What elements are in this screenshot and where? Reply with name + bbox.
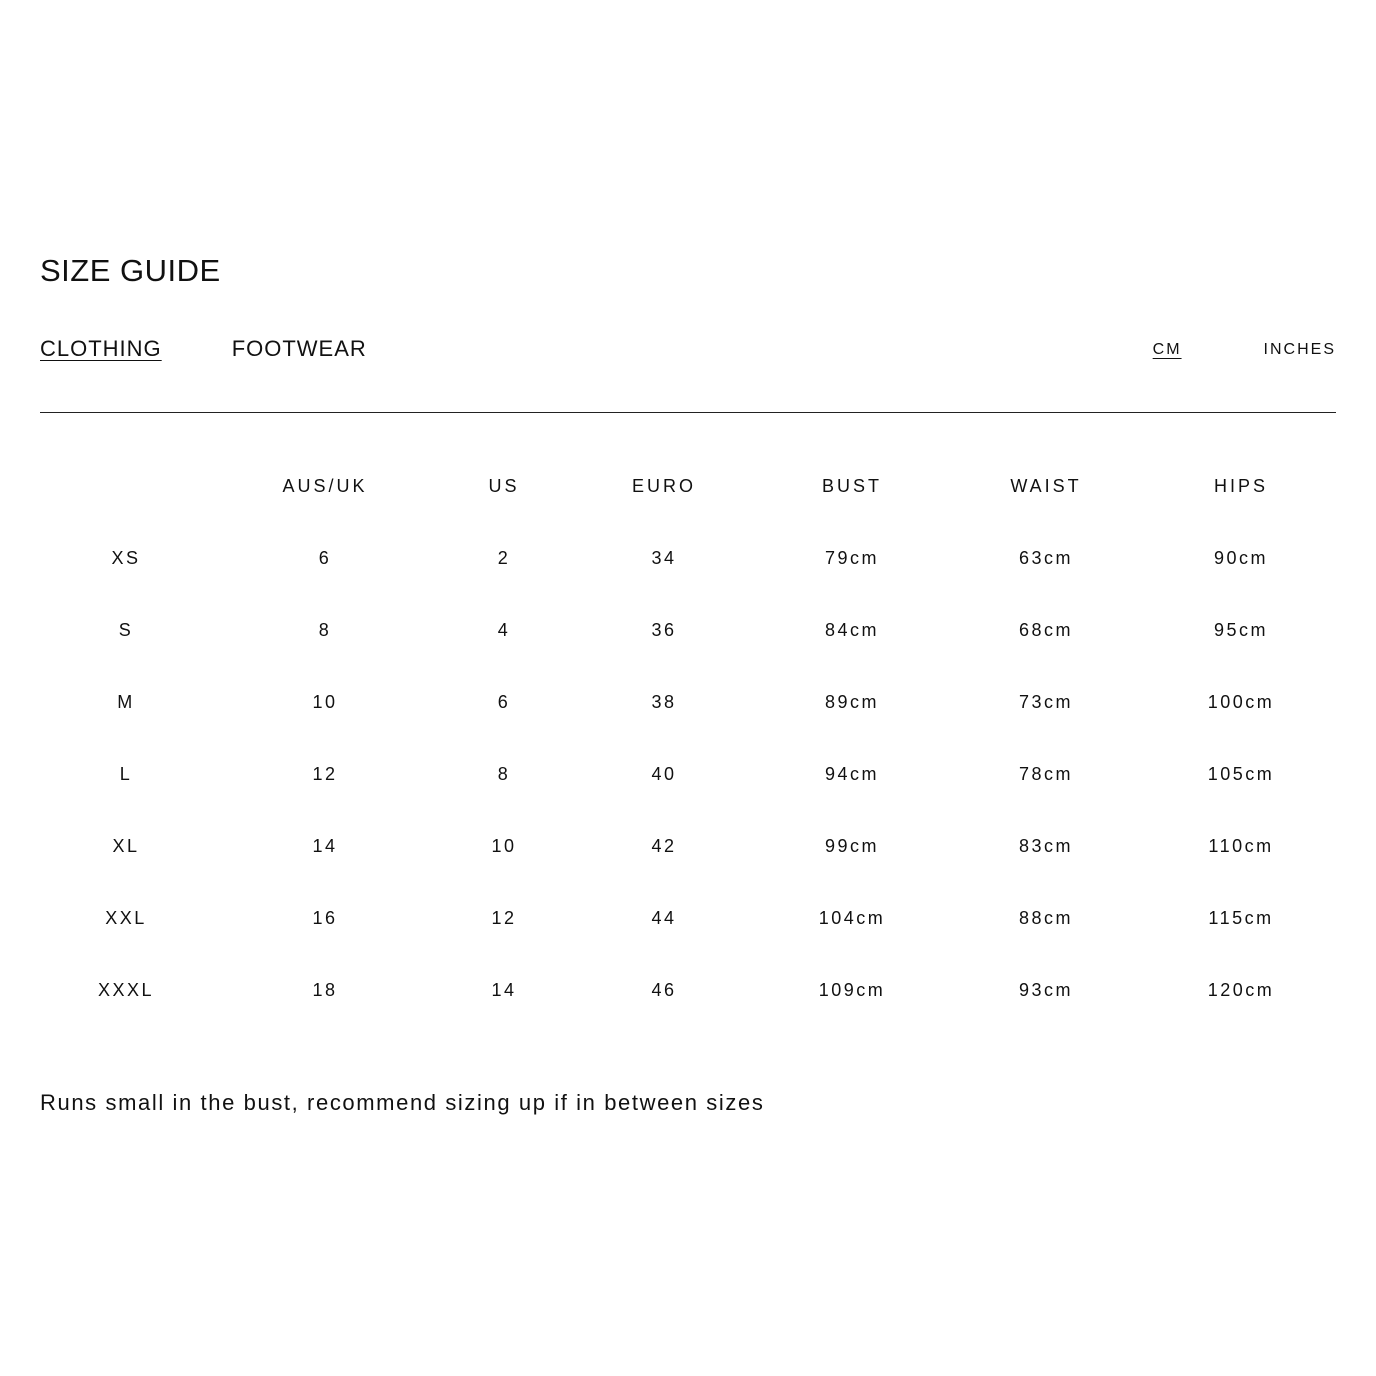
cell-euro: 36 bbox=[651, 619, 677, 640]
cell-us: 10 bbox=[491, 835, 517, 856]
table-row bbox=[40, 738, 1336, 810]
cell-bust: 109cm bbox=[818, 979, 886, 1000]
cell-euro: 42 bbox=[651, 835, 677, 856]
fit-note: Runs small in the bust, recommend sizing up if in between sizes bbox=[40, 1090, 765, 1115]
cell-size: S bbox=[118, 619, 134, 640]
cell-waist: 78cm bbox=[1018, 763, 1073, 784]
header-row bbox=[40, 450, 1336, 522]
cell-aus-uk: 16 bbox=[312, 907, 338, 928]
cell-aus-uk: 10 bbox=[312, 691, 338, 712]
cell-bust: 99cm bbox=[824, 835, 879, 856]
table-row bbox=[40, 954, 1336, 1026]
divider bbox=[40, 412, 1336, 413]
header-aus-uk: AUS/UK bbox=[282, 475, 368, 496]
cell-waist: 73cm bbox=[1018, 691, 1073, 712]
cell-hips: 120cm bbox=[1207, 979, 1275, 1000]
cell-euro: 34 bbox=[651, 547, 677, 568]
table-row bbox=[40, 522, 1336, 594]
cell-us: 8 bbox=[497, 763, 511, 784]
header-us: US bbox=[488, 475, 520, 496]
cell-hips: 100cm bbox=[1207, 691, 1275, 712]
cell-us: 12 bbox=[491, 907, 517, 928]
category-tabs bbox=[40, 334, 367, 364]
cell-hips: 115cm bbox=[1208, 907, 1274, 928]
cell-bust: 89cm bbox=[824, 691, 879, 712]
cell-bust: 79cm bbox=[824, 547, 879, 568]
size-table bbox=[40, 450, 1336, 1026]
cell-us: 4 bbox=[497, 619, 511, 640]
table-row bbox=[40, 594, 1336, 666]
unit-tabs bbox=[1153, 338, 1336, 362]
table-row bbox=[40, 882, 1336, 954]
header-bust: BUST bbox=[821, 475, 882, 496]
unit-tab-cm[interactable]: CM bbox=[1152, 341, 1182, 358]
cell-euro: 46 bbox=[651, 979, 677, 1000]
cell-waist: 88cm bbox=[1018, 907, 1073, 928]
cell-aus-uk: 8 bbox=[318, 619, 332, 640]
unit-tab-inches[interactable]: INCHES bbox=[1263, 341, 1336, 358]
header-euro: EURO bbox=[631, 475, 696, 496]
cell-us: 2 bbox=[497, 547, 511, 568]
cell-waist: 93cm bbox=[1018, 979, 1073, 1000]
header-hips: HIPS bbox=[1213, 475, 1268, 496]
cell-hips: 105cm bbox=[1207, 763, 1275, 784]
cell-hips: 90cm bbox=[1213, 547, 1268, 568]
table-row bbox=[40, 810, 1336, 882]
tab-footwear[interactable]: FOOTWEAR bbox=[231, 336, 367, 361]
cell-euro: 44 bbox=[651, 907, 677, 928]
page-title: SIZE GUIDE bbox=[40, 253, 221, 288]
cell-bust: 84cm bbox=[824, 619, 879, 640]
cell-hips: 110cm bbox=[1208, 835, 1274, 856]
cell-euro: 40 bbox=[651, 763, 677, 784]
cell-waist: 63cm bbox=[1018, 547, 1073, 568]
tab-clothing[interactable]: CLOTHING bbox=[40, 336, 162, 361]
cell-size: XXXL bbox=[97, 979, 155, 1000]
cell-aus-uk: 6 bbox=[318, 547, 332, 568]
cell-us: 14 bbox=[491, 979, 517, 1000]
header-size bbox=[40, 450, 212, 522]
cell-aus-uk: 14 bbox=[312, 835, 338, 856]
table-row bbox=[40, 666, 1336, 738]
header-waist: WAIST bbox=[1010, 475, 1082, 496]
size-table-header bbox=[40, 450, 1336, 522]
cell-size: XS bbox=[111, 547, 141, 568]
cell-euro: 38 bbox=[651, 691, 677, 712]
cell-size: XL bbox=[112, 835, 140, 856]
cell-bust: 104cm bbox=[818, 907, 886, 928]
cell-bust: 94cm bbox=[824, 763, 879, 784]
cell-aus-uk: 12 bbox=[312, 763, 338, 784]
cell-size: M bbox=[117, 691, 135, 712]
cell-us: 6 bbox=[497, 691, 511, 712]
cell-aus-uk: 18 bbox=[312, 979, 338, 1000]
size-table-body bbox=[40, 522, 1336, 1026]
cell-waist: 83cm bbox=[1018, 835, 1073, 856]
cell-size: L bbox=[119, 763, 133, 784]
cell-waist: 68cm bbox=[1018, 619, 1073, 640]
cell-hips: 95cm bbox=[1213, 619, 1268, 640]
cell-size: XXL bbox=[105, 907, 147, 928]
